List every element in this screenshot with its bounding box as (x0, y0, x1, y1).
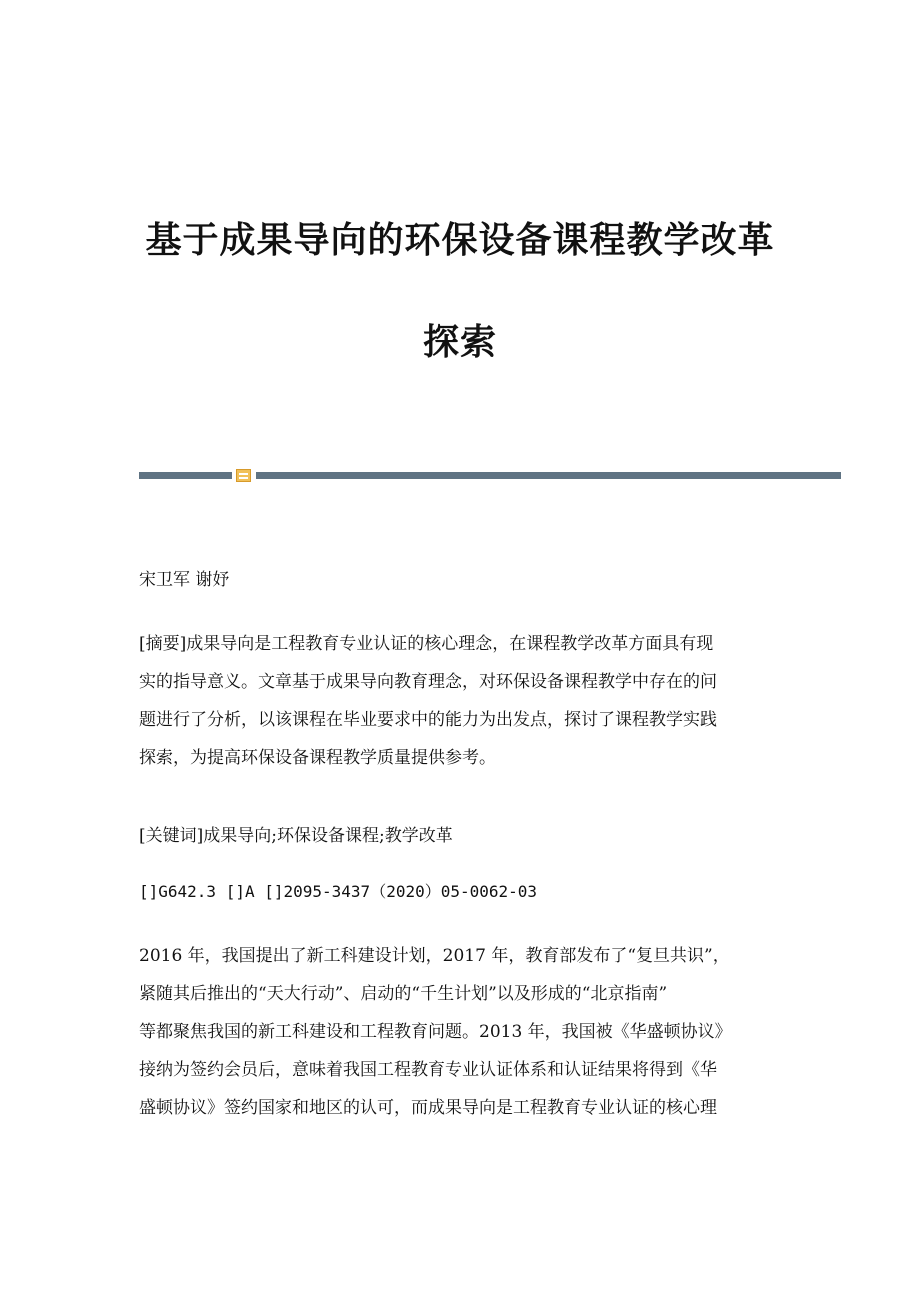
body-line: 2016 年，我国提出了新工科建设计划，2017 年，教育部发布了“复旦共识”， (139, 946, 730, 966)
abstract (139, 625, 779, 777)
keywords: [关键词]成果导向;环保设备课程;教学改革 (139, 826, 453, 846)
divider-ornament-icon (236, 469, 251, 482)
document-title-line-2: 探索 (422, 322, 497, 363)
abstract-line: 题进行了分析，以该课程在毕业要求中的能力为出发点，探讨了课程教学实践 (139, 710, 717, 730)
classification-codes: []G642.3 []A []2095-3437（2020）05-0062-03 (139, 882, 538, 901)
authors: 宋卫军 谢妤 (139, 570, 230, 590)
divider-bar-left (139, 472, 232, 479)
abstract-line: [摘要]成果导向是工程教育专业认证的核心理念，在课程教学改革方面具有现 (139, 634, 714, 654)
body-line: 接纳为签约会员后，意味着我国工程教育专业认证体系和认证结果将得到《华 (139, 1060, 717, 1080)
body-line: 等都聚焦我国的新工科建设和工程教育问题。2013 年，我国被《华盛顿协议》 (139, 1022, 732, 1042)
body-paragraph (139, 937, 779, 1127)
document-title-line-1: 基于成果导向的环保设备课程教学改革 (145, 220, 775, 261)
title-divider (139, 469, 841, 483)
body-line: 盛顿协议》签约国家和地区的认可，而成果导向是工程教育专业认证的核心理 (139, 1098, 717, 1118)
divider-bar-right (256, 472, 841, 479)
abstract-line: 探索，为提高环保设备课程教学质量提供参考。 (139, 748, 496, 768)
body-line: 紧随其后推出的“天大行动”、启动的“千生计划”以及形成的“北京指南” (139, 984, 668, 1004)
abstract-line: 实的指导意义。文章基于成果导向教育理念，对环保设备课程教学中存在的问 (139, 672, 717, 692)
